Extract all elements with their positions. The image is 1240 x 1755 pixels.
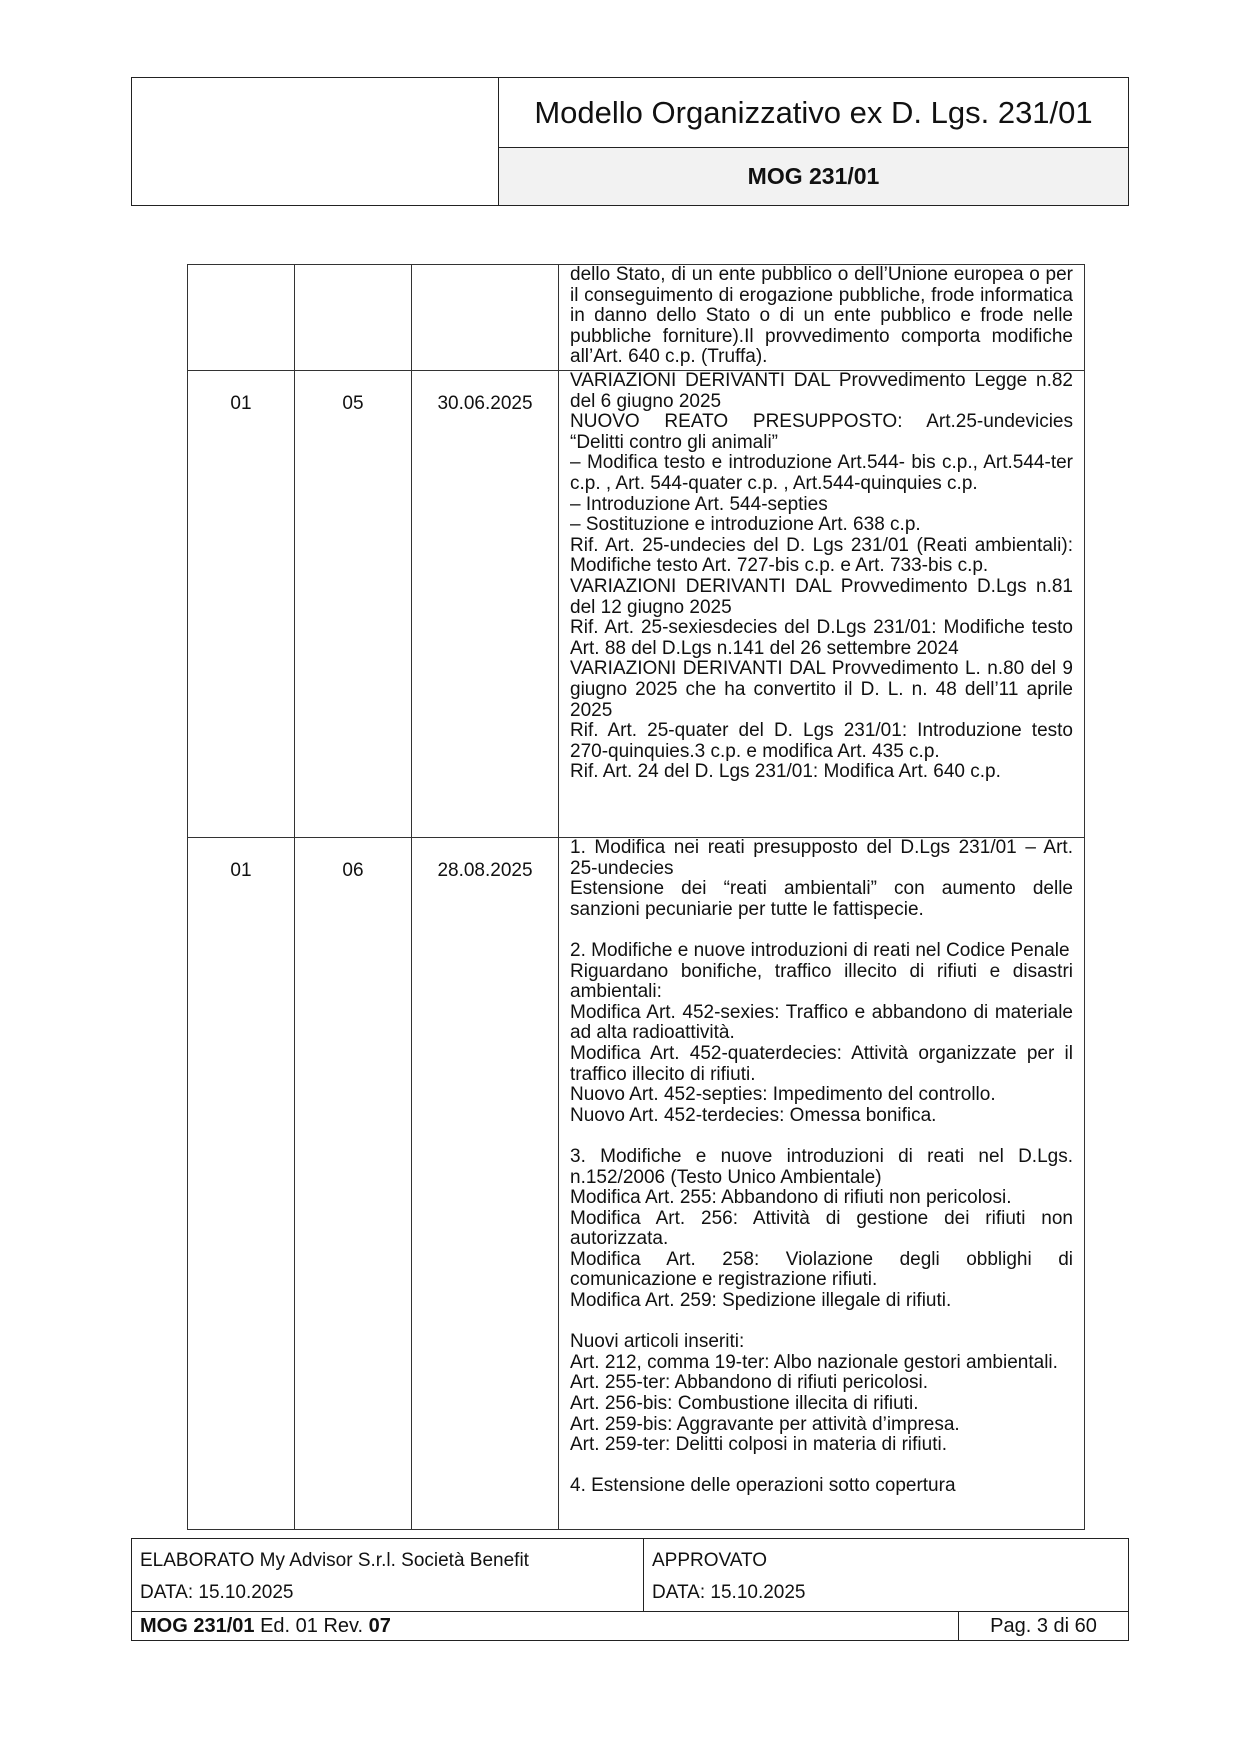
description-line: Rif. Art. 25-quater del D. Lgs 231/01: Introduzione testo 270-quinquies.3 c.p. e modifica Art. 435 c.p. — [570, 720, 1073, 762]
description-cell — [559, 265, 1085, 371]
description-line: Art. 259-bis: Aggravante per attività d’impresa. — [570, 1413, 960, 1435]
description-line: Art. 212, comma 19-ter: Albo nazionale gestori ambientali. — [570, 1351, 1058, 1373]
document-title: Modello Organizzativo ex D. Lgs. 231/01 — [499, 78, 1128, 148]
paragraph-gap — [570, 1126, 1073, 1147]
description-line: – Introduzione Art. 544-septies — [570, 493, 828, 515]
page-number: Pag. 3 di 60 — [958, 1612, 1128, 1640]
description-line: 2. Modifiche e nuove introduzioni di reati nel Codice Penale — [570, 939, 1070, 961]
description-line: Estensione dei “reati ambientali” con aumento delle sanzioni pecuniarie per tutte le fattispecie. — [570, 878, 1073, 920]
edition-cell: 01 — [188, 371, 295, 838]
description-line: Modifica Art. 255: Abbandono di rifiuti non pericolosi. — [570, 1187, 1012, 1209]
paragraph-gap — [570, 920, 1073, 941]
prepared-cell — [132, 1539, 644, 1611]
description-line: Modifica Art. 452-sexies: Traffico e abbandono di materiale ad alta radioattività. — [570, 1001, 1073, 1044]
logo-cell — [132, 78, 499, 205]
description-line: dello Stato, di un ente pubblico o dell’Unione europea o per il conseguimento di erogazione pubbliche, frode informatica in danno dello Stato o di un ente pubblico e frode nelle pubbliche forniture).Il provvedimento comporta modifiche all’Art. 640 c.p. (Truffa). — [570, 264, 1073, 368]
date-cell: 30.06.2025 — [412, 371, 559, 838]
description-line: – Modifica testo e introduzione Art.544- bis c.p., Art.544-ter c.p. , Art. 544-quater c.p. , Art.544-quinquies c.p. — [570, 452, 1073, 494]
document-code: MOG 231/01 — [499, 148, 1128, 205]
description-line: 3. Modifiche e nuove introduzioni di reati nel D.Lgs. n.152/2006 (Testo Unico Ambientale) — [570, 1145, 1073, 1188]
doc-reference — [140, 1612, 391, 1641]
description-line: Art. 255-ter: Abbandono di rifiuti pericolosi. — [570, 1372, 929, 1394]
document-footer — [131, 1538, 1129, 1641]
paragraph-gap — [570, 1312, 1073, 1333]
description-line: VARIAZIONI DERIVANTI DAL Provvedimento L. n.80 del 9 giugno 2025 che ha convertito il D. L. n. 48 dell’11 aprile 2025 — [570, 658, 1073, 721]
description-line: 1. Modifica nei reati presupposto del D.Lgs 231/01 – Art. 25-undecies — [570, 837, 1073, 879]
edition-cell: 01 — [188, 838, 295, 1530]
description-line: Art. 259-ter: Delitti colposi in materia di rifiuti. — [570, 1434, 947, 1456]
edition-text: Ed. 01 Rev. — [260, 1615, 364, 1637]
description-line: Modifica Art. 256: Attività di gestione dei rifiuti non autorizzata. — [570, 1207, 1073, 1250]
approved-label: APPROVATO — [652, 1550, 768, 1571]
revision-number: 07 — [368, 1615, 391, 1637]
prepared-by: ELABORATO My Advisor S.r.l. Società Benefit — [140, 1550, 529, 1571]
revision-row — [188, 838, 1085, 1530]
revision-table — [187, 264, 1085, 1530]
date-cell — [412, 265, 559, 371]
approved-cell — [644, 1539, 1128, 1611]
description-line: Rif. Art. 25-sexiesdecies del D.Lgs 231/01: Modifiche testo Art. 88 del D.Lgs n.141 del 26 settembre 2024 — [570, 617, 1073, 659]
document-header — [131, 77, 1129, 206]
description-line: Riguardano bonifiche, traffico illecito di rifiuti e disastri ambientali: — [570, 960, 1073, 1003]
description-line: VARIAZIONI DERIVANTI DAL Provvedimento D.Lgs n.81 del 12 giugno 2025 — [570, 575, 1073, 618]
description-line: NUOVO REATO PRESUPPOSTO: Art.25-undevicies “Delitti contro gli animali” — [570, 411, 1073, 453]
doc-code: MOG 231/01 — [140, 1615, 255, 1637]
description-line: VARIAZIONI DERIVANTI DAL Provvedimento Legge n.82 del 6 giugno 2025 — [570, 370, 1073, 412]
description-line: Nuovo Art. 452-septies: Impedimento del controllo. — [570, 1084, 996, 1106]
description-cell — [559, 371, 1085, 838]
revision-row — [188, 371, 1085, 838]
revision-row — [188, 265, 1085, 371]
description-line: Modifica Art. 259: Spedizione illegale di rifiuti. — [570, 1290, 952, 1312]
revision-cell: 05 — [295, 371, 412, 838]
paragraph-gap — [570, 1456, 1073, 1477]
revision-cell: 06 — [295, 838, 412, 1530]
prepared-date: DATA: 15.10.2025 — [140, 1582, 294, 1603]
description-cell — [559, 838, 1085, 1530]
description-line: Modifica Art. 258: Violazione degli obblighi di comunicazione e registrazione rifiuti. — [570, 1248, 1073, 1291]
description-line: – Sostituzione e introduzione Art. 638 c.p. — [570, 514, 921, 536]
description-line: 4. Estensione delle operazioni sotto copertura — [570, 1475, 956, 1497]
description-line: Rif. Art. 24 del D. Lgs 231/01: Modifica Art. 640 c.p. — [570, 761, 1001, 783]
description-line: Art. 256-bis: Combustione illecita di rifiuti. — [570, 1393, 919, 1415]
description-line: Nuovi articoli inseriti: — [570, 1331, 745, 1353]
description-line: Rif. Art. 25-undecies del D. Lgs 231/01 (Reati ambientali): Modifiche testo Art. 727-bis c.p. e Art. 733-bis c.p. — [570, 534, 1073, 577]
date-cell: 28.08.2025 — [412, 838, 559, 1530]
footer-bottom-row — [132, 1611, 1128, 1640]
revision-cell — [295, 265, 412, 371]
description-line: Nuovo Art. 452-terdecies: Omessa bonifica. — [570, 1104, 937, 1126]
description-line: Modifica Art. 452-quaterdecies: Attività organizzate per il traffico illecito di rifiuti. — [570, 1042, 1073, 1085]
edition-cell — [188, 265, 295, 371]
approved-date: DATA: 15.10.2025 — [652, 1582, 806, 1603]
